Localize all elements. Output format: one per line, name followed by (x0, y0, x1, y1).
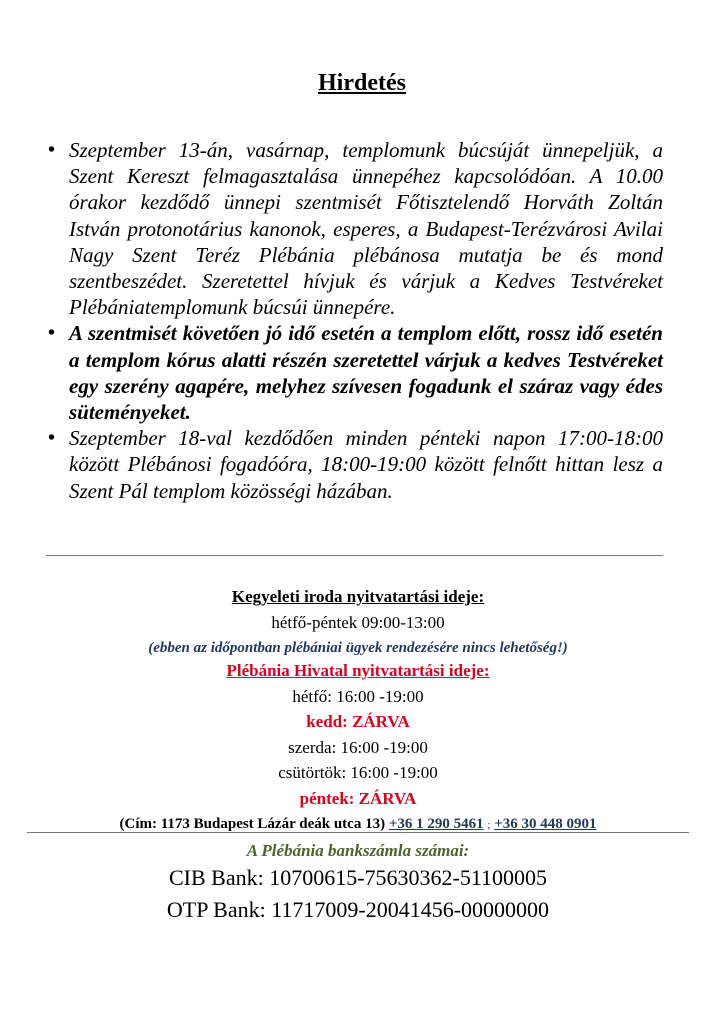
bank-account-otp: OTP Bank: 11717009-20041456-00000000 (166, 897, 550, 922)
bank-account-cib: CIB Bank: 10700615-75630362-51100005 (168, 865, 548, 890)
bullet-icon: • (48, 322, 56, 345)
notice-item-agape (46, 320, 663, 425)
address: (Cím: 1173 Budapest Lázár deák utca 13) (119, 816, 386, 832)
phone-link-2[interactable]: +36 30 448 0901 (494, 816, 597, 832)
bank-heading: A Plébánia bankszámla számai: (246, 841, 470, 860)
bullet-icon: • (48, 427, 56, 450)
page-title: Hirdetés (318, 70, 406, 96)
funeral-office-hours: hétfő-péntek 09:00-13:00 (271, 613, 445, 632)
notice-list (46, 137, 663, 504)
bullet-icon: • (48, 139, 56, 161)
notice-text: Szeptember 13-án, vasárnap, templomunk búcsúját ünnepeljük, a Szent Kereszt felmagasztalása ünnepéhez kapcsolódóan. A 10.00 órakor kezdődő ünnepi szentmisét Főtisztelendő Horváth Zoltán István protonotárius kanonok, esperes, a Budapest-Terézvárosi Avilai Nagy Szent Teréz Plébánia plébánosa mutatja be és mond szentbeszédet. Szeretettel hívjuk és várjuk a Kedves Testvéreket Plébániatemplomunk búcsúi ünnepére. (69, 138, 663, 320)
notice-item-feast (46, 137, 663, 320)
phone-separator: ; (487, 819, 491, 831)
notice-text: A szentmisét követően jó idő esetén a templom előtt, rossz idő esetén a templom kórus alatti részén szeretettel várjuk a kedves Testvéreket egy szerény agapére, melyhez szívesen fogadunk el száraz vagy édes süteményeket. (69, 321, 663, 425)
parish-hours-friday: péntek: ZÁRVA (299, 789, 417, 808)
phone-link-1[interactable]: +36 1 290 5461 (388, 816, 484, 832)
parish-hours-monday: hétfő: 16:00 -19:00 (292, 687, 424, 706)
parish-hours-thursday: csütörtök: 16:00 -19:00 (278, 763, 438, 782)
divider (27, 832, 689, 833)
parish-hours-tuesday: kedd: ZÁRVA (306, 712, 410, 731)
parish-office-heading: Plébánia Hivatal nyitvatartási ideje: (226, 661, 490, 680)
parish-hours-wednesday: szerda: 16:00 -19:00 (288, 738, 428, 757)
divider (46, 555, 663, 556)
funeral-office-heading: Kegyeleti iroda nyitvatartási ideje: (231, 587, 485, 606)
notice-item-office-hours (46, 425, 663, 504)
funeral-office-note: (ebben az időpontban plébániai ügyek rendezésére nincs lehetőség!) (148, 640, 568, 656)
notice-text: Szeptember 18-val kezdődően minden pénteki napon 17:00-18:00 között Plébánosi fogadóóra, 18:00-19:00 között felnőtt hittan lesz a Szent Pál templom közösségi házában. (69, 426, 663, 503)
